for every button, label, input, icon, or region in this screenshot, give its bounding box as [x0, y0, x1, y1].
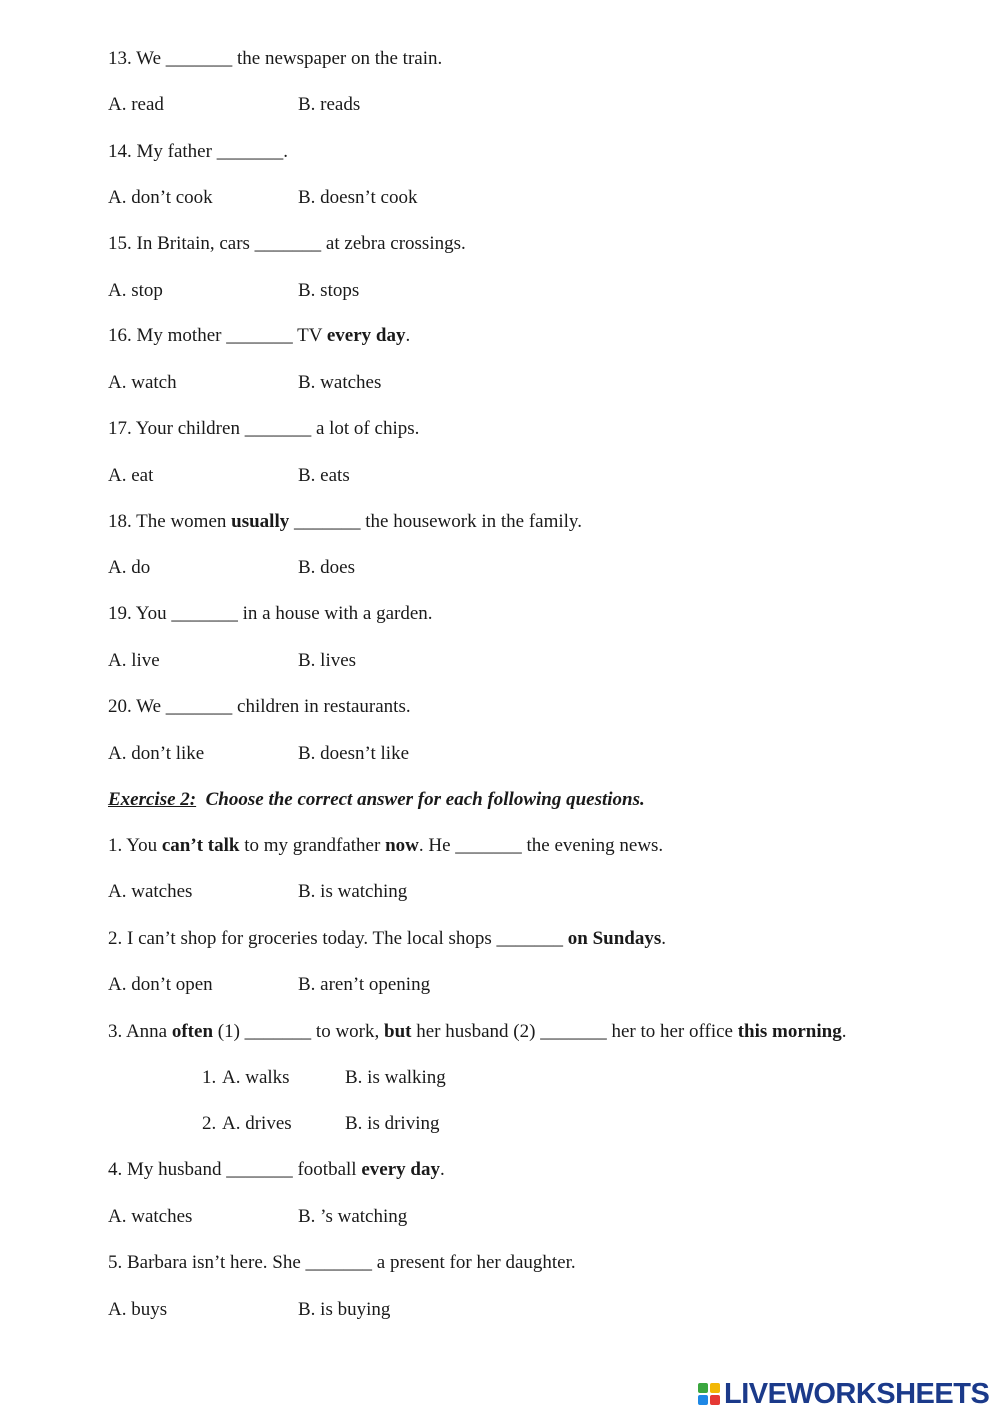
option-a: A. don’t open [108, 974, 213, 995]
question-text: 3. Anna often (1) _______ to work, but her husband (2) _______ her to her office this morning. [108, 1021, 847, 1042]
option-b: B. is driving [345, 1113, 440, 1134]
question-text: 4. My husband _______ football every day. [108, 1159, 445, 1180]
question-text: 20. We _______ children in restaurants. [108, 696, 411, 717]
option-a: A. watches [108, 1206, 193, 1227]
question-text: 1. You can’t talk to my grandfather now. He _______ the evening news. [108, 835, 664, 856]
option-b: B. aren’t opening [298, 974, 431, 995]
option-a: A. buys [108, 1299, 168, 1320]
option-b: B. is buying [298, 1299, 391, 1320]
option-b: B. doesn’t cook [298, 187, 418, 208]
option-b: B. is watching [298, 881, 408, 902]
option-a: A. don’t like [108, 743, 205, 764]
logo-grid-icon [698, 1383, 720, 1405]
logo-square [698, 1395, 708, 1405]
question-text: 16. My mother _______ TV every day. [108, 325, 411, 346]
logo-square [698, 1383, 708, 1393]
question-text: 14. My father _______. [108, 141, 288, 162]
option-b: B. stops [298, 280, 360, 301]
question-text: 13. We _______ the newspaper on the train. [108, 48, 443, 69]
option-b: B. doesn’t like [298, 743, 410, 764]
sub-number: 2. [202, 1113, 217, 1134]
option-a: A. do [108, 557, 151, 578]
question-text: 18. The women usually _______ the housework in the family. [108, 511, 582, 532]
option-a: A. stop [108, 280, 163, 301]
option-b: B. eats [298, 465, 350, 486]
option-a: A. don’t cook [108, 187, 213, 208]
option-b: B. ’s watching [298, 1206, 408, 1227]
option-b: B. lives [298, 650, 357, 671]
option-a: A. walks [222, 1067, 290, 1088]
option-a: A. watches [108, 881, 193, 902]
logo-square [710, 1395, 720, 1405]
option-a: A. read [108, 94, 164, 115]
option-b: B. watches [298, 372, 382, 393]
option-a: A. eat [108, 465, 154, 486]
brand-name: LIVEWORKSHEETS [724, 1377, 990, 1410]
question-text: 19. You _______ in a house with a garden. [108, 603, 433, 624]
logo-square [710, 1383, 720, 1393]
option-a: A. watch [108, 372, 177, 393]
option-b: B. does [298, 557, 355, 578]
question-text: 15. In Britain, cars _______ at zebra crossings. [108, 233, 466, 254]
exercise-instruction: Choose the correct answer for each following questions. [196, 789, 645, 810]
liveworksheets-logo [698, 1378, 989, 1410]
question-text: 5. Barbara isn’t here. She _______ a present for her daughter. [108, 1252, 576, 1273]
question-text: 2. I can’t shop for groceries today. The local shops _______ on Sundays. [108, 928, 667, 949]
option-a: A. live [108, 650, 160, 671]
option-b: B. reads [298, 94, 361, 115]
option-a: A. drives [222, 1113, 292, 1134]
option-b: B. is walking [345, 1067, 446, 1088]
question-text: 17. Your children _______ a lot of chips. [108, 418, 420, 439]
exercise-2-heading [108, 789, 645, 811]
sub-number: 1. [202, 1067, 217, 1088]
exercise-label: Exercise 2: [108, 789, 197, 810]
